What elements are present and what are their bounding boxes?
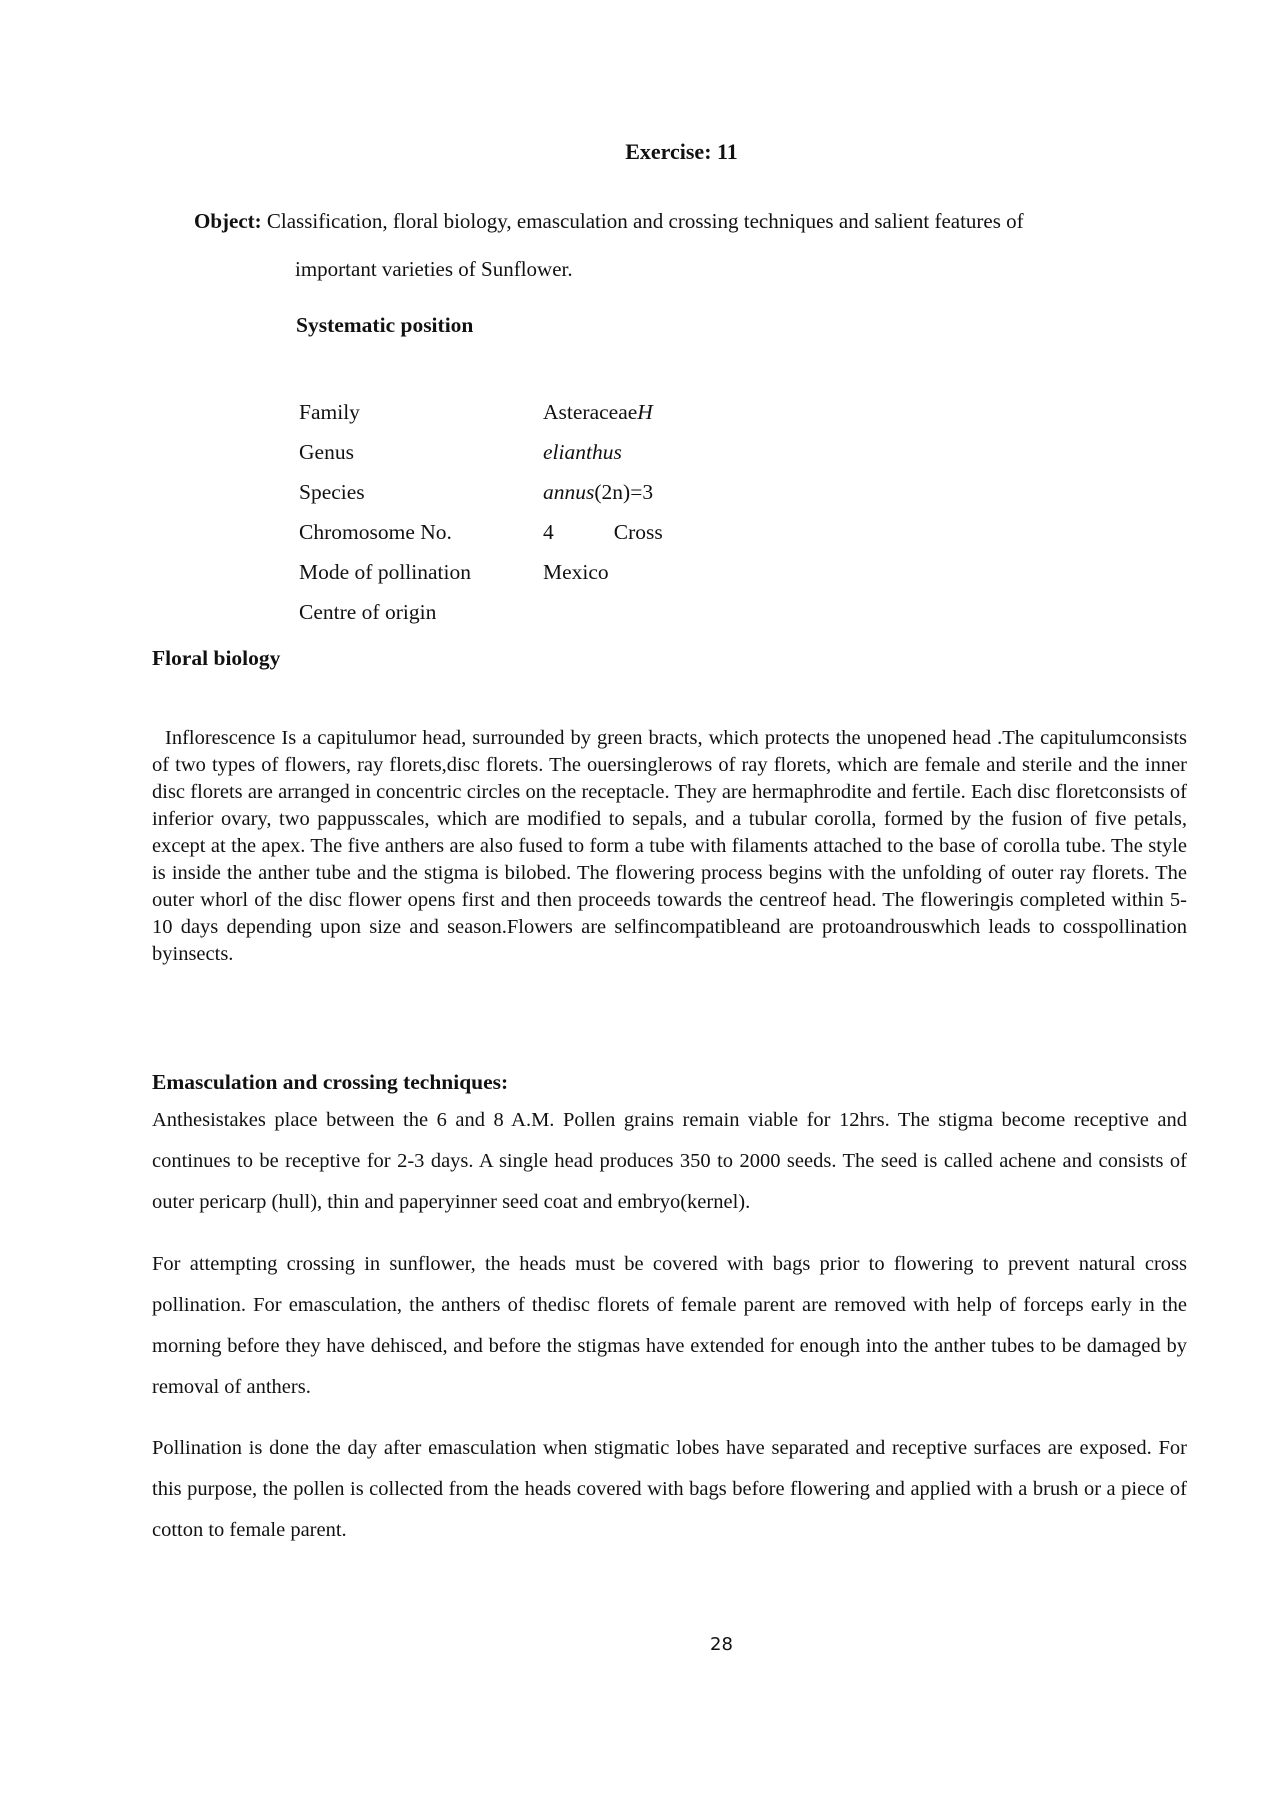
origin-value: Mexico — [543, 560, 609, 584]
emasculation-heading: Emasculation and crossing techniques: — [152, 1070, 509, 1094]
exercise-title: Exercise: 11 — [625, 139, 738, 164]
chromosome-value: 4 Cross — [543, 520, 663, 544]
species-value: annus(2n)=3 — [543, 480, 654, 504]
floral-biology-heading: Floral biology — [152, 646, 281, 670]
object-text-line2: important varieties of Sunflower. — [295, 257, 573, 281]
taxonomy-label: Centre of origin — [299, 600, 437, 624]
taxonomy-label: Mode of pollination — [299, 560, 471, 584]
taxonomy-label: Species — [299, 480, 365, 504]
taxonomy-label: Family — [299, 400, 360, 424]
object-statement — [194, 197, 1144, 293]
page-number: 28 — [710, 1634, 733, 1655]
taxonomy-values — [543, 392, 663, 592]
taxonomy-label: Genus — [299, 440, 354, 464]
genus-value: elianthus — [543, 440, 622, 464]
pollination-paragraph: Pollination is done the day after emasculation when stigmatic lobes have separated and receptive surfaces are exposed. For this purpose, the pollen is collected from the heads covered with bags before flowering and applied with a brush or a piece of cotton to female parent. — [152, 1437, 1187, 1541]
crossing-paragraph: For attempting crossing in sunflower, the heads must be covered with bags prior to flowering to prevent natural cross pollination. For emasculation, the anthers of thedisc florets of female parent are removed with help of forceps early in the morning before they have dehisced, and before the stigmas have extended for enough into the anther tubes to be damaged by removal of anthers. — [152, 1253, 1187, 1398]
object-text-line1: Classification, floral biology, emasculation and crossing techniques and salient features of — [266, 209, 1024, 233]
taxonomy-label: Chromosome No. — [299, 520, 452, 544]
emasculation-paragraph: Anthesistakes place between the 6 and 8 A.M. Pollen grains remain viable for 12hrs. The stigma become receptive and continues to be receptive for 2-3 days. A single head produces 350 to 2000 seeds. The seed is called achene and consists of outer pericarp (hull), thin and paperyinner seed coat and embryo(kernel). — [152, 1109, 1187, 1213]
floral-biology-paragraph: Inflorescence Is a capitulumor head, surrounded by green bracts, which protects the unopened head .The capitulumconsists of two types of flowers, ray florets,disc florets. The ouersinglerows of ray florets, which are female and sterile and the inner disc florets are arranged in concentric circles on the receptacle. They are hermaphrodite and fertile. Each disc floretconsists of inferior ovary, two pappusscales, which are modified to sepals, and a tubular corolla, formed by the fusion of five petals, except at the apex. The five anthers are also fused to form a tube with filaments attached to the base of corolla tube. The style is inside the anther tube and the stigma is bilobed. The flowering process begins with the unfolding of outer ray florets. The outer whorl of the disc flower opens first and then proceeds towards the centreof head. The floweringis completed within 5-10 days depending upon size and season.Flowers are selfincompatibleand are protoandrouswhich leads to cosspollination byinsects. — [152, 727, 1187, 965]
systematic-position-heading: Systematic position — [296, 313, 474, 337]
taxonomy-labels — [299, 392, 471, 632]
family-value: AsteraceaeH — [543, 400, 653, 424]
object-label: Object: — [194, 209, 262, 233]
